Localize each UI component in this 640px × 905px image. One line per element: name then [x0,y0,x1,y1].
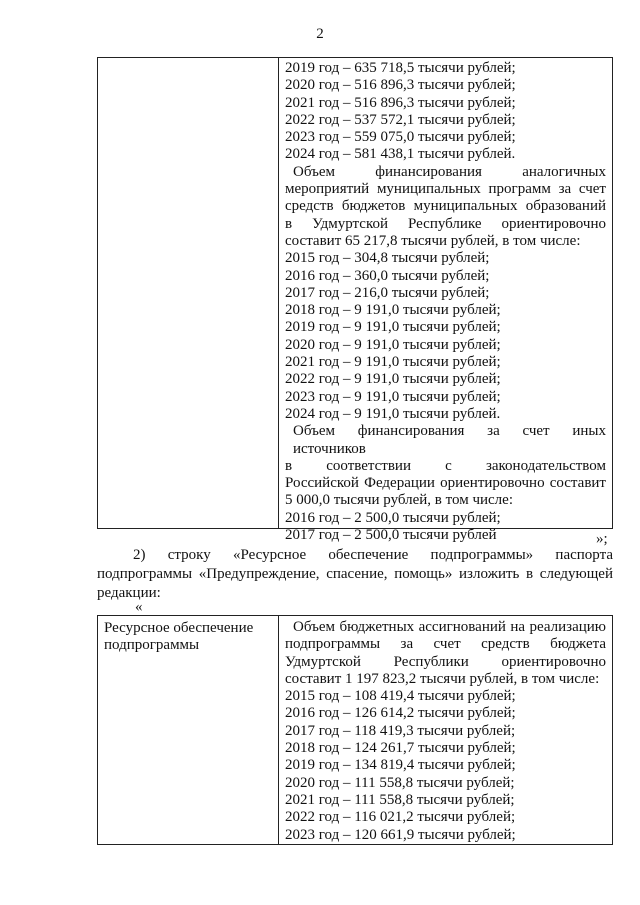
budget-year-line: 2015 год – 108 419,4 тысячи рублей; [285,688,516,705]
row-header-label: подпрограммы [104,637,200,653]
funding-year-line: 2021 год – 516 896,3 тысячи рублей; [285,94,516,111]
budget-text: подпрограммы за счет средств бюджета [285,636,606,653]
paragraph-line: редакции: [97,585,161,601]
opening-quote: « [135,599,143,615]
funding-year-line: 2020 год – 516 896,3 тысячи рублей; [285,77,516,94]
budget-year-line: 2019 год – 134 819,4 тысячи рублей; [285,757,516,774]
paragraph-line: подпрограммы «Предупреждение, спасение, помощь» изложить в следующей [97,566,613,582]
row-header-label: Ресурсное обеспечение [104,620,254,636]
other-sources-text: Российской Федерации ориентировочно составит [285,475,606,492]
table-right-cell [279,616,612,844]
funding-year-line: 2022 год – 537 572,1 тысячи рублей; [285,111,516,128]
municipal-year-line: 2017 год – 216,0 тысячи рублей; [285,284,490,301]
funding-year-line: 2024 год – 581 438,1 тысячи рублей. [285,146,516,163]
municipal-year-line: 2016 год – 360,0 тысячи рублей; [285,267,490,284]
other-sources-year-line: 2017 год – 2 500,0 тысячи рублей [285,527,497,544]
amendment-paragraph [97,546,613,603]
closing-quote: »; [596,531,608,547]
municipal-year-line: 2015 год – 304,8 тысячи рублей; [285,250,490,267]
budget-year-line: 2021 год – 111 558,8 тысячи рублей; [285,791,515,808]
municipal-funding-text: в Удмуртской Республике ориентировочно [285,215,606,232]
funding-year-line: 2019 год – 635 718,5 тысячи рублей; [285,60,516,76]
municipal-funding-text: мероприятий муниципальных программ за счет [285,181,606,198]
municipal-year-line: 2023 год – 9 191,0 тысячи рублей; [285,388,501,405]
paragraph-line: 2) строку «Ресурсное обеспечение подпрограммы» паспорта [133,547,613,563]
other-sources-text: Объем финансирования за счет иных источников [293,423,606,457]
municipal-year-line: 2018 год – 9 191,0 тысячи рублей; [285,302,501,319]
budget-text: составит 1 197 823,2 тысячи рублей, в том числе: [285,670,600,687]
budget-text: Удмуртской Республики ориентировочно [285,653,606,670]
funding-table-continued [97,57,613,544]
municipal-year-line: 2024 год – 9 191,0 тысячи рублей. [285,405,501,422]
funding-year-line: 2023 год – 559 075,0 тысячи рублей; [285,129,516,146]
budget-year-line: 2017 год – 118 419,3 тысячи рублей; [285,722,516,739]
resource-support-table [97,615,613,845]
table-right-cell [279,58,612,544]
budget-year-line: 2022 год – 116 021,2 тысячи рублей; [285,809,516,826]
municipal-year-line: 2020 год – 9 191,0 тысячи рублей; [285,336,501,353]
table-left-cell-empty [98,58,279,528]
other-sources-text: в соответствии с законодательством [285,457,606,474]
budget-text: Объем бюджетных ассигнований на реализацию [293,619,606,635]
other-sources-year-line: 2016 год – 2 500,0 тысячи рублей; [285,509,501,526]
table-left-cell [98,616,279,844]
budget-year-line: 2018 год – 124 261,7 тысячи рублей; [285,740,516,757]
municipal-funding-text: Объем финансирования аналогичных [293,163,606,180]
municipal-funding-text: средств бюджетов муниципальных образований [285,198,606,215]
other-sources-text: 5 000,0 тысячи рублей, в том числе: [285,492,513,509]
page-number: 2 [316,26,324,42]
budget-year-line: 2023 год – 120 661,9 тысячи рублей; [285,826,516,843]
municipal-year-line: 2022 год – 9 191,0 тысячи рублей; [285,371,501,388]
budget-year-line: 2020 год – 111 558,8 тысячи рублей; [285,774,515,791]
municipal-funding-text: составит 65 217,8 тысячи рублей, в том числе: [285,232,581,249]
municipal-year-line: 2021 год – 9 191,0 тысячи рублей; [285,354,501,371]
municipal-year-line: 2019 год – 9 191,0 тысячи рублей; [285,319,501,336]
budget-year-line: 2016 год – 126 614,2 тысячи рублей; [285,705,516,722]
